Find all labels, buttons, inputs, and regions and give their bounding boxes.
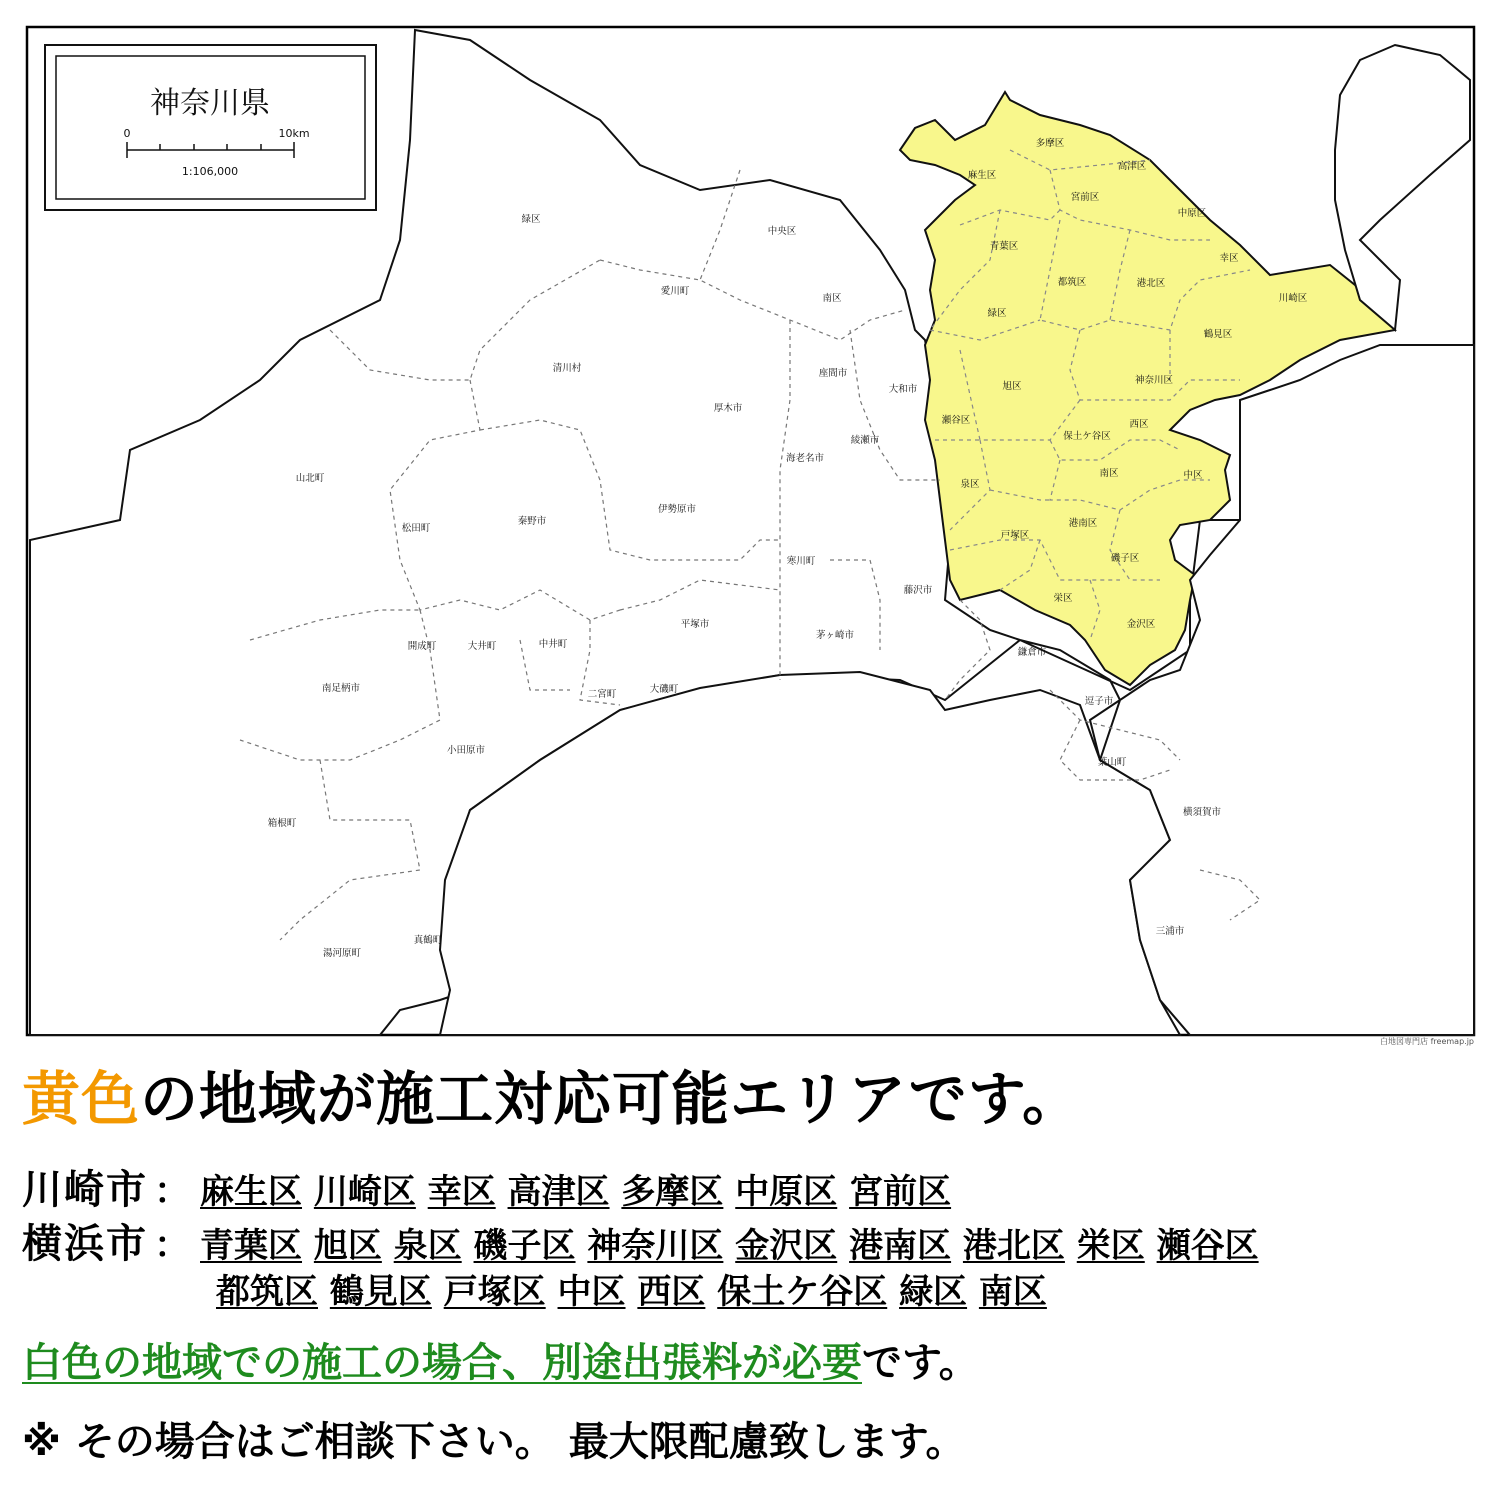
region-label: 箱根町 — [267, 818, 297, 829]
region-label: 麻生区 — [967, 170, 997, 181]
region-label: 小田原市 — [446, 745, 486, 756]
region-label: 海老名市 — [785, 453, 825, 464]
map-credit: 白地図専門店 freemap.jp — [1380, 1037, 1474, 1046]
ward-link[interactable]: 都筑区 — [216, 1272, 318, 1312]
region-label: 鶴見区 — [1203, 329, 1233, 340]
region-label: 南足柄市 — [321, 683, 361, 694]
region-label: 泉区 — [960, 479, 980, 490]
region-label: 瀬谷区 — [941, 415, 971, 426]
region-label: 大和市 — [888, 384, 918, 395]
yokohama-label: 横浜市 — [22, 1221, 148, 1267]
region-label: 保土ケ谷区 — [1063, 431, 1111, 442]
region-label: 葉山町 — [1097, 757, 1127, 768]
yokohama-row-2 — [216, 1264, 1047, 1313]
region-label: 港南区 — [1068, 518, 1098, 529]
region-label: 中区 — [1183, 470, 1203, 481]
ward-link[interactable]: 多摩区 — [621, 1172, 724, 1212]
headline — [22, 1052, 1081, 1136]
region-label: 緑区 — [987, 308, 1007, 319]
region-label: 鎌倉市 — [1017, 647, 1047, 658]
region-label: 山北町 — [295, 473, 325, 484]
region-label: 愛川町 — [660, 286, 690, 297]
yokohama-row — [22, 1212, 1259, 1269]
travel-fee-rest: です。 — [862, 1340, 979, 1386]
yokohama-colon: ： — [154, 1225, 191, 1266]
region-label: 神奈川区 — [1134, 375, 1174, 386]
kawasaki-colon: ： — [154, 1171, 191, 1212]
ward-link[interactable]: 鶴見区 — [329, 1272, 432, 1312]
ward-link[interactable]: 港北区 — [962, 1226, 1065, 1266]
headline-accent: 黄色 — [22, 1065, 141, 1133]
yokohama-wards-line1 — [200, 1226, 1259, 1266]
region-label: 逗子市 — [1084, 696, 1114, 707]
region-label: 都筑区 — [1057, 277, 1087, 288]
region-label: 栄区 — [1053, 593, 1073, 604]
scale-ratio: 1:106,000 — [181, 165, 239, 178]
region-label: 戸塚区 — [1000, 530, 1030, 541]
ward-link[interactable]: 磯子区 — [473, 1226, 576, 1266]
region-label: 金沢区 — [1126, 619, 1156, 630]
region-label: 綾瀬市 — [850, 435, 880, 446]
region-label: 南区 — [1099, 468, 1119, 479]
region-label: 平塚市 — [680, 619, 710, 630]
ward-link[interactable]: 南区 — [978, 1272, 1047, 1312]
region-label: 川崎区 — [1278, 293, 1308, 304]
ward-link[interactable]: 栄区 — [1076, 1226, 1145, 1266]
kawasaki-wards — [200, 1172, 951, 1212]
region-label: 港北区 — [1136, 278, 1166, 289]
kawasaki-label: 川崎市 — [22, 1167, 148, 1213]
consult-note: ※ その場合はご相談下さい。 最大限配慮致します。 — [22, 1419, 966, 1465]
kawasaki-row — [22, 1158, 951, 1215]
scale-end: 10km — [278, 127, 310, 140]
region-label: 三浦市 — [1155, 926, 1185, 937]
region-label: 清川村 — [552, 363, 582, 374]
region-label: 厚木市 — [713, 403, 743, 414]
region-label: 青葉区 — [989, 241, 1019, 252]
ward-link[interactable]: 金沢区 — [735, 1226, 838, 1266]
region-label: 中央区 — [767, 226, 797, 237]
map-legend — [45, 45, 376, 210]
region-label: 緑区 — [521, 214, 541, 225]
travel-fee-highlight: 白色の地域での施工の場合、別途出張料が必要 — [22, 1340, 862, 1386]
ward-link[interactable]: 青葉区 — [200, 1226, 303, 1266]
region-label: 座間市 — [818, 368, 848, 379]
ward-link[interactable]: 泉区 — [393, 1226, 462, 1266]
region-label: 中原区 — [1177, 208, 1207, 219]
ward-link[interactable]: 緑区 — [899, 1272, 968, 1312]
ward-link[interactable]: 瀬谷区 — [1156, 1226, 1259, 1266]
region-label: 秦野市 — [517, 516, 547, 527]
region-label: 真鶴町 — [413, 935, 443, 946]
ward-link[interactable]: 西区 — [637, 1272, 706, 1312]
region-label: 南区 — [822, 293, 842, 304]
region-label: 中井町 — [538, 639, 568, 650]
yokohama-wards-line2 — [216, 1272, 1047, 1312]
region-label: 高津区 — [1117, 161, 1147, 172]
region-label: 藤沢市 — [903, 585, 933, 596]
region-label: 湯河原町 — [322, 948, 362, 959]
region-label: 開成町 — [407, 641, 437, 652]
region-label: 茅ヶ崎市 — [815, 630, 855, 641]
ward-link[interactable]: 中区 — [557, 1272, 626, 1312]
ward-link[interactable]: 高津区 — [507, 1172, 610, 1212]
region-label: 幸区 — [1219, 253, 1239, 264]
ward-link[interactable]: 神奈川区 — [587, 1226, 724, 1266]
region-label: 大磯町 — [649, 684, 679, 695]
region-label: 二宮町 — [587, 689, 617, 700]
region-label: 寒川町 — [786, 556, 816, 567]
region-label: 松田町 — [401, 523, 431, 534]
region-label: 西区 — [1129, 419, 1149, 430]
region-label: 宮前区 — [1070, 192, 1100, 203]
region-label: 伊勢原市 — [657, 504, 697, 515]
region-label: 多摩区 — [1035, 138, 1065, 149]
ward-link[interactable]: 中原区 — [735, 1172, 838, 1212]
ward-link[interactable]: 港南区 — [849, 1226, 952, 1266]
headline-rest: の地域が施工対応可能エリアです。 — [140, 1065, 1082, 1133]
scale-start: 0 — [123, 127, 131, 140]
region-label: 大井町 — [467, 641, 497, 652]
legend-title: 神奈川県 — [150, 86, 270, 121]
region-label: 旭区 — [1002, 381, 1022, 392]
ward-link[interactable]: 保土ケ谷区 — [717, 1272, 888, 1312]
ward-link[interactable]: 宮前区 — [849, 1172, 952, 1212]
ward-link[interactable]: 旭区 — [313, 1226, 382, 1266]
ward-link[interactable]: 麻生区 — [200, 1172, 303, 1212]
ward-link[interactable]: 幸区 — [427, 1172, 496, 1212]
travel-fee-note — [22, 1331, 979, 1388]
region-label: 横須賀市 — [1182, 807, 1222, 818]
region-label: 磯子区 — [1110, 553, 1140, 564]
ward-link[interactable]: 川崎区 — [313, 1172, 416, 1212]
ward-link[interactable]: 戸塚区 — [443, 1272, 546, 1312]
